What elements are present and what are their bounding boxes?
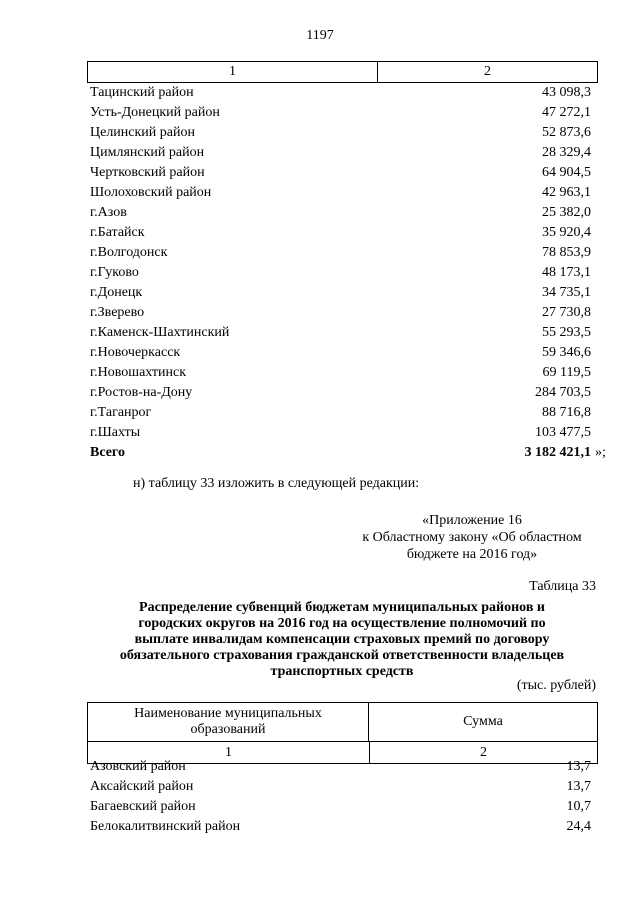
table-row [90, 323, 591, 343]
row-name: г.Донецк [90, 285, 143, 300]
row-value: 52 873,6 [542, 125, 591, 140]
page-number: 1197 [306, 28, 334, 43]
appendix-line: «Приложение 16 [422, 513, 522, 528]
appendix-line: бюджете на 2016 год» [406, 547, 538, 562]
row-name: Целинский район [90, 125, 195, 140]
title-line: выплате инвалидам компенсации страховых премий по договору [134, 632, 550, 647]
table-row [90, 817, 591, 837]
row-name: г.Волгодонск [90, 245, 168, 260]
table-row [90, 423, 591, 443]
row-name: г.Батайск [90, 225, 145, 240]
table-row [90, 303, 591, 323]
table-title [88, 600, 596, 680]
table-row [90, 103, 591, 123]
row-name: г.Каменск-Шахтинский [90, 325, 230, 340]
table-row [90, 797, 591, 817]
header-line: образований [190, 722, 266, 737]
header-line: Наименование муниципальных [134, 706, 322, 721]
row-value: 59 346,6 [542, 345, 591, 360]
row-name: г.Гуково [90, 265, 139, 280]
table-row [90, 163, 591, 183]
row-value: 13,7 [566, 779, 591, 794]
row-value: 25 382,0 [542, 205, 591, 220]
row-name: г.Зверево [90, 305, 145, 320]
row-name: г.Новошахтинск [90, 365, 187, 380]
row-value: 69 119,5 [542, 365, 591, 380]
table1-col1-number: 1 [88, 62, 378, 82]
table-row [90, 223, 591, 243]
row-name: г.Азов [90, 205, 127, 220]
row-value: 34 735,1 [542, 285, 591, 300]
amendment-instruction: н) таблицу 33 изложить в следующей редакции: [133, 476, 420, 491]
table-row [90, 243, 591, 263]
table2-col2-number: 2 [480, 745, 487, 760]
appendix-reference [346, 512, 598, 563]
row-value: 24,4 [566, 819, 591, 834]
table-row [90, 403, 591, 423]
table-row [90, 343, 591, 363]
row-value: 28 329,4 [542, 145, 591, 160]
table-row [90, 757, 591, 777]
header-amount: Сумма [463, 714, 503, 729]
appendix-line: к Областному закону «Об областном [362, 530, 582, 545]
title-line: городских округов на 2016 год на осуществление полномочий по [138, 616, 546, 631]
table2-header [87, 702, 598, 764]
row-value: 88 716,8 [542, 405, 591, 420]
row-value: 10,7 [566, 799, 591, 814]
table2-col1-number: 1 [88, 742, 370, 763]
total-value: 3 182 421,1 [524, 445, 591, 460]
row-name: Усть-Донецкий район [90, 105, 220, 120]
row-value: 43 098,3 [542, 85, 591, 100]
row-value: 47 272,1 [542, 105, 591, 120]
table1-col2-number: 2 [484, 64, 491, 79]
table-row [90, 363, 591, 383]
table-row [90, 143, 591, 163]
total-suffix: »; [595, 445, 606, 460]
row-value: 55 293,5 [542, 325, 591, 340]
table1-body [90, 83, 591, 463]
row-name: Чертковский район [90, 165, 205, 180]
total-label: Всего [90, 445, 125, 460]
table2-body [90, 757, 591, 837]
table-row [90, 263, 591, 283]
table-number-label: Таблица 33 [529, 579, 596, 594]
row-name: Азовский район [90, 759, 186, 774]
row-name: Аксайский район [90, 779, 194, 794]
title-line: обязательного страхования гражданской ответственности владельцев [119, 648, 565, 663]
row-name: Тацинский район [90, 85, 194, 100]
table-row [90, 123, 591, 143]
table-row [90, 283, 591, 303]
row-name: г.Ростов-на-Дону [90, 385, 193, 400]
title-line: транспортных средств [270, 664, 414, 679]
row-value: 13,7 [566, 759, 591, 774]
table-row [90, 383, 591, 403]
row-value: 42 963,1 [542, 185, 591, 200]
header-municipality [88, 703, 369, 741]
row-value: 35 920,4 [542, 225, 591, 240]
table-row [90, 777, 591, 797]
total-row [90, 443, 591, 463]
table-row [90, 83, 591, 103]
row-name: Белокалитвинский район [90, 819, 241, 834]
row-name: Цимлянский район [90, 145, 205, 160]
row-name: г.Таганрог [90, 405, 152, 420]
table-row [90, 203, 591, 223]
row-value: 78 853,9 [542, 245, 591, 260]
table1-column-numbers [87, 61, 598, 83]
table-row [90, 183, 591, 203]
row-value: 103 477,5 [535, 425, 591, 440]
row-value: 48 173,1 [542, 265, 591, 280]
row-name: г.Новочеркасск [90, 345, 181, 360]
row-value: 27 730,8 [542, 305, 591, 320]
title-line: Распределение субвенций бюджетам муниципальных районов и [139, 600, 545, 615]
units-label: (тыс. рублей) [516, 678, 596, 693]
row-name: г.Шахты [90, 425, 141, 440]
row-value: 284 703,5 [535, 385, 591, 400]
row-name: Шолоховский район [90, 185, 212, 200]
row-value: 64 904,5 [542, 165, 591, 180]
row-name: Багаевский район [90, 799, 196, 814]
